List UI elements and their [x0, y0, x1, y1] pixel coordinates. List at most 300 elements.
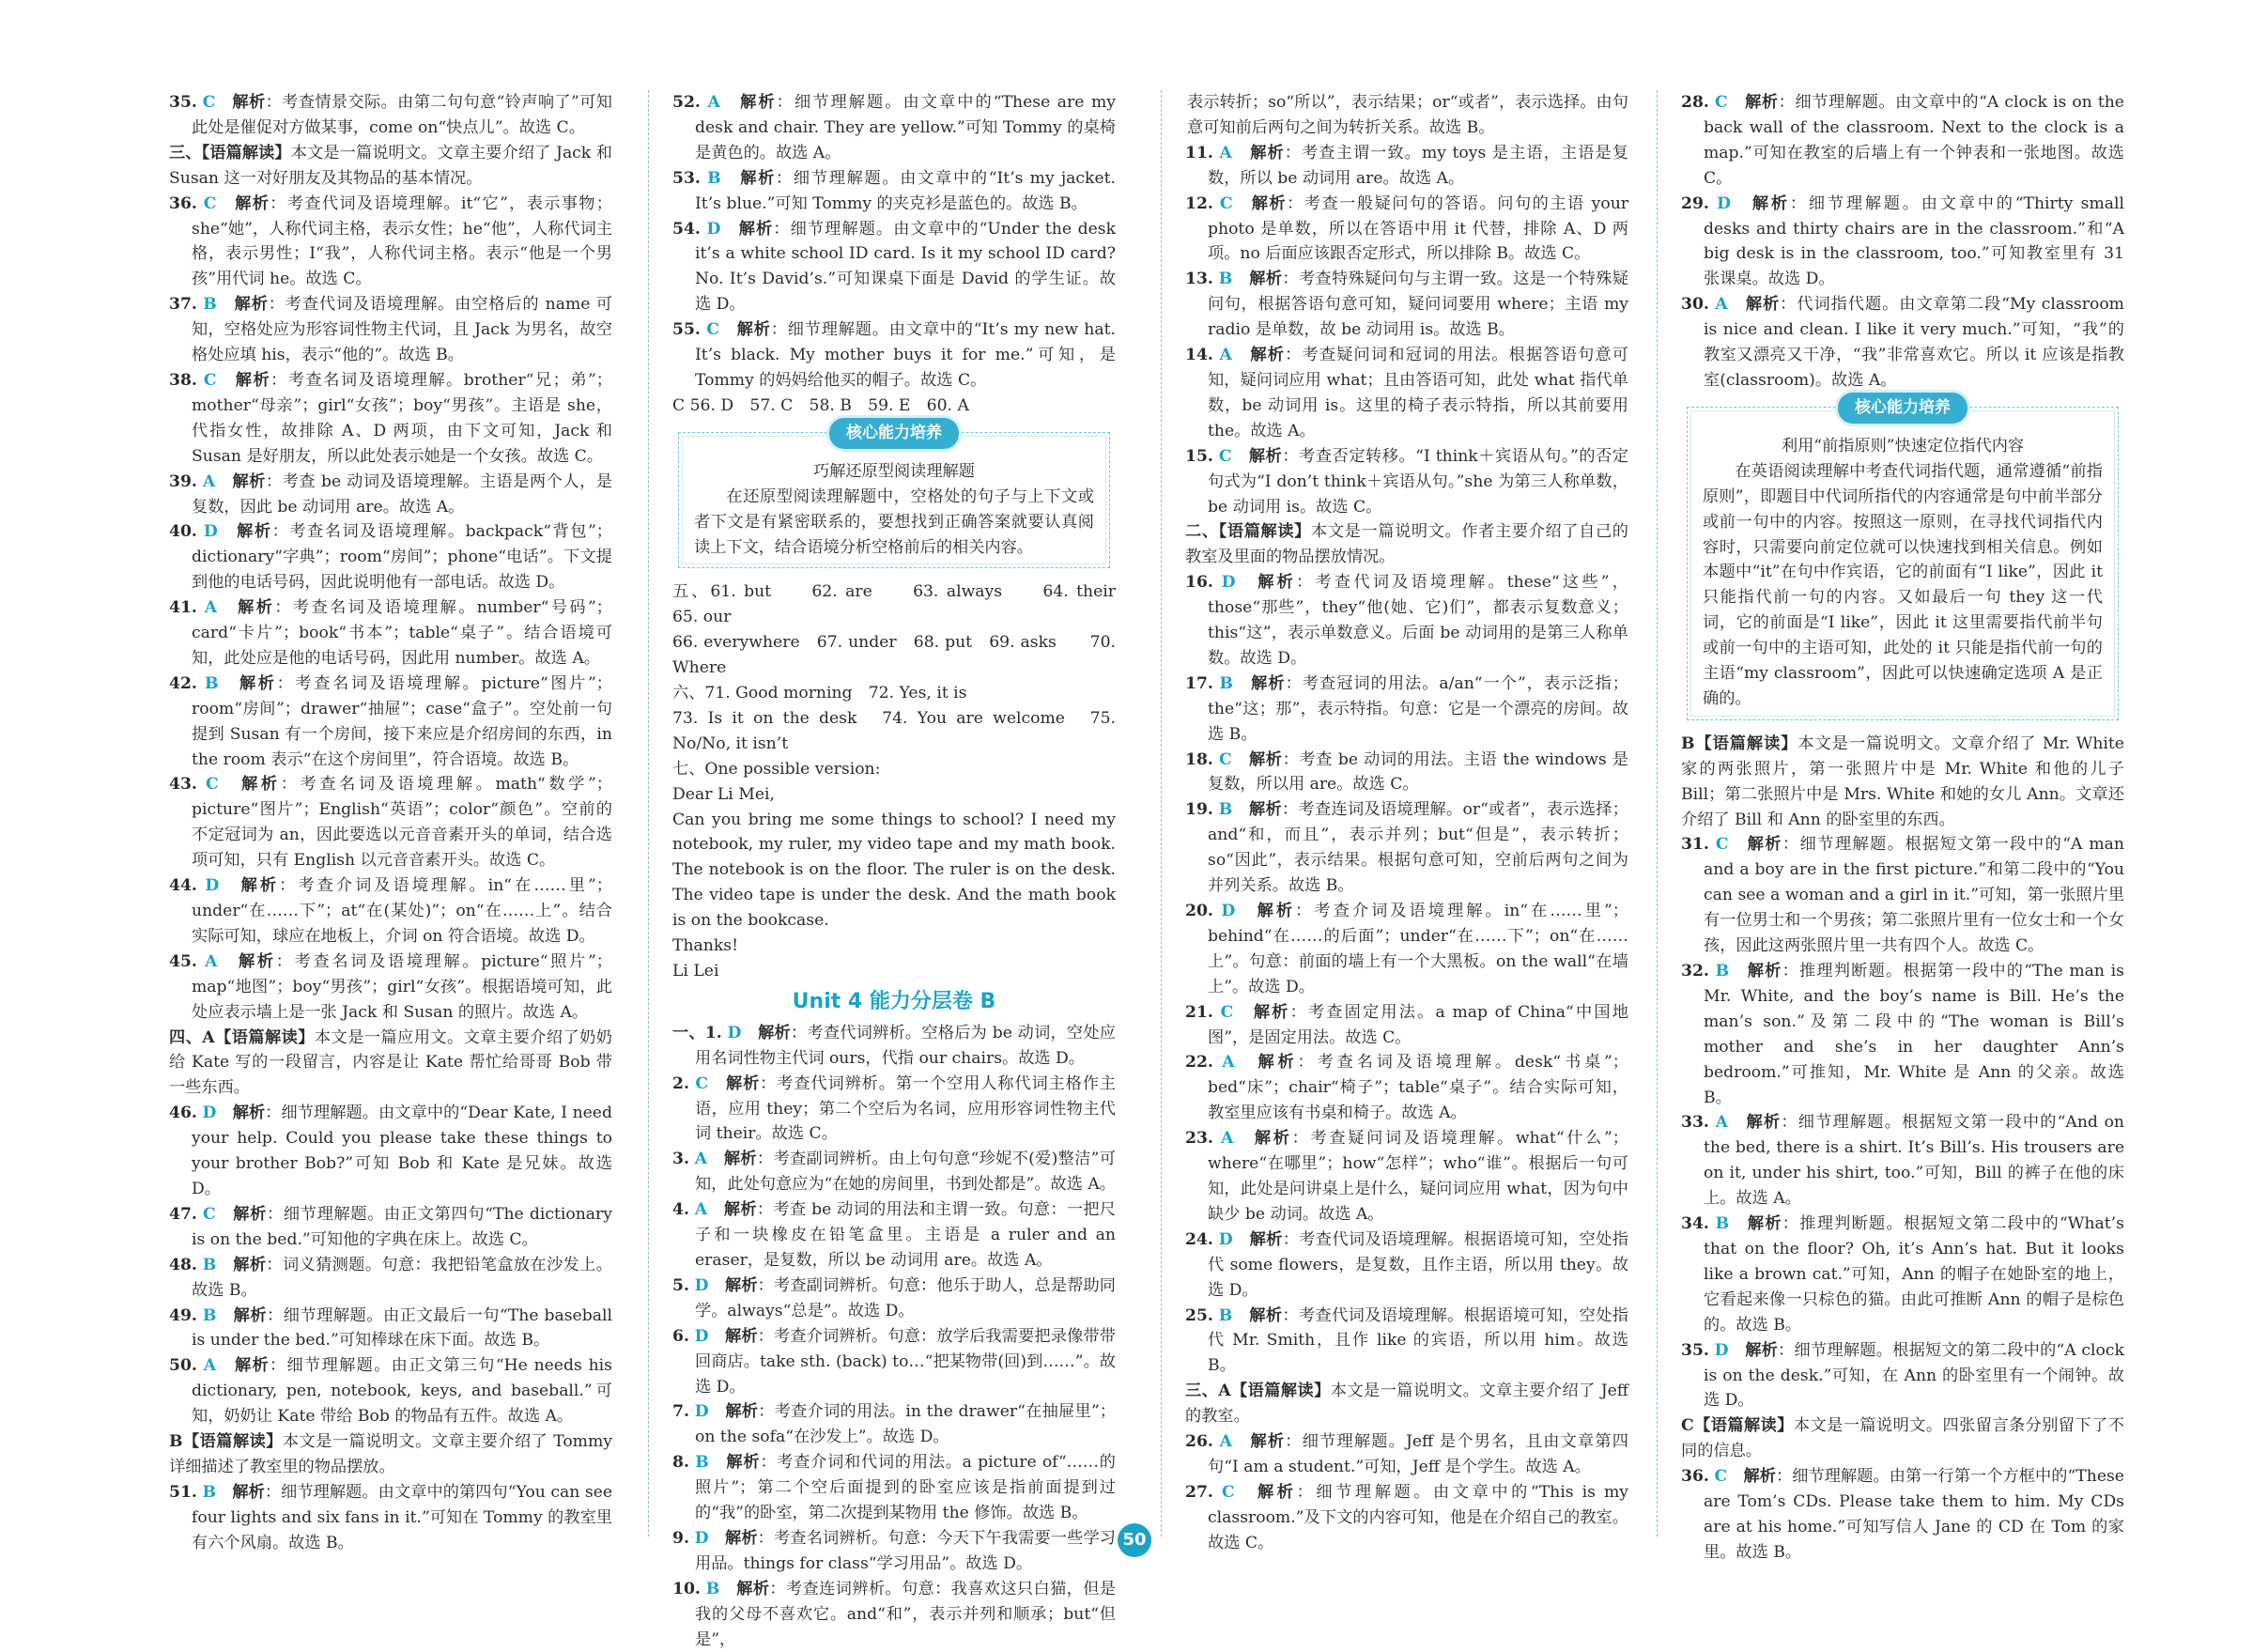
item-number: 5. — [672, 1275, 689, 1295]
answer-letter: C — [1219, 193, 1233, 213]
answer-item: 43. C 解析：考查名词及语境理解。math“数学”；picture“图片”；English“英语”；color“颜色”。空前的不定冠词为 an，因此要选以元音音素开头的单词，结合选项可知，只有 English 以元音音素开头。故选 C。 — [169, 775, 612, 871]
answer-item: 29. D 解析：细节理解题。由文章中的“Thirty small desks and thirty chairs are in the classroom.”和“A big desk is in the classroom, too.”可知教室里有 31 张课桌。故选 D。 — [1681, 193, 2124, 289]
answer-item: 53. B 解析：细节理解题。由文章中的“It’s my jacket. It’s blue.”可知 Tommy 的夹克衫是蓝色的。故选 B。 — [672, 168, 1116, 213]
answer-item: 32. B 解析：推理判断题。根据第一段中的“The man is Mr. White, and the boy’s name is Bill. He’s the man’s son.”及第二段中的“The woman is Bill’s mother and she’s in her daughter Ann’s bedroom.”可推知，Mr. White 是 Ann 的父亲。故选 B。 — [1681, 962, 2124, 1107]
answer-letter: C — [203, 1204, 216, 1224]
item-number: 41. — [169, 598, 197, 618]
answer-letter: D — [205, 876, 220, 896]
answer-letter: C — [695, 1073, 708, 1093]
analysis-text: 考查介词的用法。in the drawer“在抽屉里”；on the sofa“在沙发上”。故选 D。 — [695, 1402, 1116, 1447]
answer-letter: C — [1218, 749, 1232, 769]
item-number: 8. — [672, 1453, 689, 1473]
answer-letter: A — [1221, 1129, 1234, 1149]
analysis-text: 细节理解题。由第一行第一个方框中的“These are Tom’s CDs. Please take them to him. My CDs are at his home.”可知写信人 Jane 的 CD 在 Tom 的家里。故选 B。 — [1704, 1467, 2124, 1562]
unit-title: Unit 4 能力分层卷 B — [792, 989, 996, 1013]
answer-line-c: C 56. D 57. C 58. B 59. E 60. A — [672, 395, 969, 415]
analysis-text: 考查特殊疑问句与主谓一致。这是一个特殊疑问句，根据答语句意可知，疑问词要用 where；主语 my radio 是单数，故 be 动词用 is。故选 B。 — [1208, 270, 1628, 340]
item-number: 32. — [1681, 962, 1709, 980]
answer-letter: B — [1218, 270, 1233, 289]
analysis-label: 解析 — [1747, 835, 1782, 855]
item-number: 36. — [1681, 1467, 1709, 1487]
answer-letter: C — [706, 320, 719, 340]
analysis-text: 考查连词及语境理解。or“或者”，表示选择；and“和，而且”，表示并列；but“但是”，表示转折；so“因此”，表示结果。根据句意可知，空前后两句之间为并列关系。故选 B。 — [1208, 800, 1628, 896]
analysis-text: 考查一般疑问句的答语。问句的主语 your photo 是单数，所以在答语中用 it 代替，排除 A、D 两项。no 后面应该跟否定形式，所以排除 B。故选 C。 — [1208, 193, 1628, 264]
letter-thanks: Thanks! — [672, 936, 738, 956]
answer-item: 54. D 解析：细节理解题。由文章中的“Under the desk it’s a white school ID card. Is it my school ID card? No. It’s David’s.”可知课桌下面是 David 的学生证。故选 D。 — [672, 219, 1116, 315]
answer-letter: A — [707, 93, 720, 112]
answer-letter: D — [1717, 193, 1732, 213]
reading-tag: 【语篇解读】 — [1694, 733, 1798, 753]
analysis-text: 考查 be 动词的用法和主谓一致。句意：一把尺子和一块橡皮在铅笔盒里。主语是 a ruler and an eraser，是复数，所以 be 动词用 are。故选 A。 — [695, 1200, 1116, 1270]
analysis-label: 解析 — [726, 1453, 761, 1473]
answer-item: 31. C 解析：细节理解题。根据短文第一段中的“A man and a boy are in the first picture.”和第二段中的“You can see a woman and a girl in it.”可知，第一张照片里有一位男士和一个男孩；第二张照片里有一位女士和一个女孩，因此这两张照片里一共有四个人。故选 C。 — [1681, 835, 2124, 956]
section-number: B — [1681, 733, 1695, 753]
analysis-label: 解析 — [232, 1104, 266, 1123]
item-number: 53. — [672, 168, 701, 188]
answer-letter: A — [694, 1150, 708, 1169]
item-number: 12. — [1185, 193, 1213, 213]
analysis-text: 细节理解题。由文章中的“It’s my new hat. It’s black. My mother buys it for me.”可知，是 Tommy 的妈妈给他买的帽子。故选 C。 — [695, 320, 1116, 390]
answer-item: 27. C 解析：细节理解题。由文章中的“This is my classroom.”及下文的内容可知，他是在介绍自己的教室。故选 C。 — [1185, 1482, 1628, 1552]
analysis-text: 细节理解题。由文章中的“These are my desk and chair. They are yellow.”可知 Tommy 的桌椅是黄色的。故选 A。 — [695, 93, 1116, 162]
answer-item: 20. D 解析：考查介词及语境理解。in“在……里”；behind“在……的后面”；under“在……下”；on“在……上”。句意：前面的墙上有一个大黑板。on the wall“在墙上”。故选 D。 — [1185, 902, 1628, 996]
answer-item: 28. C 解析：细节理解题。由文章中的“A clock is on the back wall of the classroom. Next to the clock is a map.”可知在教室的后墙上有一个钟表和一张地图。故选 C。 — [1681, 93, 2124, 188]
analysis-text: 考查疑问词及语境理解。what“什么”；where“在哪里”；how“怎样”；who“谁”。根据后一句可知，此处是问讲桌上是什么，疑问词应用 what，因为句中缺少 be 动词。故选 A。 — [1208, 1129, 1628, 1224]
answer-letter: C — [1715, 835, 1729, 855]
analysis-label: 解析 — [1249, 1305, 1283, 1325]
answer-continuation: 表示转折；so“所以”，表示结果；or“或者”，表示选择。由句意可知前后两句之间为转折关系。故选 B。 — [1187, 93, 1628, 137]
item-number: 52. — [672, 93, 701, 112]
analysis-text: 代词指代题。由文章第二段“My classroom is nice and clean. I like it very much.”可知，“我”的教室又漂亮又干净，“我”非常喜欢它。所以 it 应该是指教室(classroom)。故选 A。 — [1704, 295, 2124, 390]
analysis-label: 解析 — [725, 1402, 759, 1422]
answer-letter: D — [202, 1104, 217, 1123]
analysis-text: 考查代词及语境理解。it“它”，表示事物；she“她”，人称代词主格，表示女性；he“他”，人称代词主格，表示男性；I“我”，人称代词主格。表示“他是一个男孩”用代词 he。故选 C。 — [192, 193, 612, 289]
core-ability-badge: 核心能力培养 — [1838, 393, 1967, 424]
item-number: 28. — [1681, 93, 1709, 112]
answer-item: 26. A 解析：细节理解题。Jeff 是个男名，且由文章第四句“I am a student.”可知，Jeff 是个学生。故选 A。 — [1185, 1432, 1628, 1476]
answer-item: 45. A 解析：考查名词及语境理解。picture“照片”；map“地图”；boy“男孩”；girl“女孩”。根据语境可知，此处应表示墙上是一张 Jack 和 Susan 的照片。故选 A。 — [169, 951, 612, 1022]
section-text: 本文是一篇说明文。文章介绍了 Mr. White 家的两张照片，第一张照片中是 Mr. White 和他的儿子 Bill；第二张照片中是 Mrs. White 和她的女儿 Ann。文章还介绍了 Bill 和 Ann 的卧室里的东西。 — [1681, 733, 2124, 829]
answer-letter: B — [707, 168, 721, 188]
item-number: 35. — [169, 93, 197, 112]
letter-greeting: Dear Li Mei, — [672, 784, 775, 804]
reading-tag: 【语篇解读】 — [1230, 1382, 1331, 1401]
answer-item: 55. C 解析：细节理解题。由文章中的“It’s my new hat. It’s black. My mother buys it for me.”可知，是 Tommy 的妈妈给他买的帽子。故选 C。 — [672, 320, 1116, 390]
analysis-label: 解析 — [1747, 962, 1782, 980]
answer-item: 24. D 解析：考查代词及语境理解。根据语境可知，空处指代 some flowers，是复数，且作主语，所以用 they。故选 D。 — [1185, 1229, 1628, 1300]
section-intro — [1185, 1379, 1628, 1429]
analysis-label: 解析 — [1745, 93, 1779, 112]
answer-item: 25. B 解析：考查代词及语境理解。根据语境可知，空处指代 Mr. Smith，且作 like 的宾语，所以用 him。故选 B。 — [1185, 1305, 1628, 1376]
item-number: 16. — [1185, 573, 1213, 593]
analysis-text: 细节理解题。由正文第四句“The dictionary is on the bed.”可知他的字典在床上。故选 C。 — [192, 1204, 612, 1249]
section-text: 本文是一篇说明文。文章主要介绍了 Jack 和 Susan 这一对好朋友及其物品的基本情况。 — [169, 143, 612, 188]
item-number: 6. — [672, 1326, 689, 1346]
answer-letter: B — [1219, 673, 1233, 693]
answer-item: 37. B 解析：考查代词及语境理解。由空格后的 name 可知，空格处应为形容词性物主代词，且 Jack 为男名，故空格处应填 his，表示“他的”。故选 B。 — [169, 295, 612, 365]
answer-item: 7. D 解析：考查介词的用法。in the drawer“在抽屉里”；on the sofa“在沙发上”。故选 D。 — [672, 1402, 1116, 1447]
answer-letter: D — [706, 219, 721, 239]
analysis-label: 解析 — [738, 219, 774, 239]
core-ability-box-2 — [1687, 397, 2119, 720]
answer-item: 44. D 解析：考查介词及语境理解。in“在……里”；under“在……下”；at“在(某处)”；on“在……上”。结合实际可知，球应在地板上，介词 on 符合语境。故选 D。 — [169, 876, 612, 946]
analysis-label: 解析 — [1251, 673, 1286, 693]
answer-line: 66. everywhere 67. under 68. put 69. asks 70. Where — [672, 633, 1116, 678]
section-intro — [1681, 732, 2124, 833]
analysis-label: 解析 — [1746, 1113, 1782, 1133]
answer-letter: D — [1218, 1229, 1233, 1249]
answer-letter: A — [203, 1356, 217, 1376]
analysis-text: 考查介词及语境理解。in“在……里”；behind“在……的后面”；under“在……下”；on“在……上”。句意：前面的墙上有一个大黑板。on the wall“在墙上”。故选 D。 — [1208, 902, 1628, 996]
answer-item: 13. B 解析：考查特殊疑问句与主谓一致。这是一个特殊疑问句，根据答语句意可知，疑问词要用 where；主语 my radio 是单数，故 be 动词用 is。故选 B。 — [1185, 270, 1628, 340]
answer-letter: A — [1219, 346, 1232, 365]
item-number: 42. — [169, 673, 197, 693]
answer-letter: D — [727, 1023, 742, 1042]
tip-title: 利用“前指原则”快速定位指代内容 — [1781, 436, 2025, 455]
analysis-label: 解析 — [1251, 193, 1288, 213]
item-number: 33. — [1681, 1113, 1709, 1133]
item-number: 50. — [169, 1356, 197, 1376]
analysis-text: 考查名词及语境理解。backpack“背包”；dictionary“字典”；room“房间”；phone“电话”。下文提到他的电话号码，因此说明他有一部电话。故选 D。 — [192, 522, 612, 593]
item-number: 26. — [1185, 1432, 1213, 1452]
section-five-answers — [672, 579, 1149, 781]
answer-item: 21. C 解析：考查固定用法。a map of China“中国地图”，是固定用法。故选 C。 — [1185, 1002, 1628, 1047]
analysis-label: 解析 — [1257, 1482, 1297, 1502]
answer-letter: C — [203, 370, 217, 390]
answer-item: 8. B 解析：考查介词和代词的用法。a picture of“……的照片”；第二个空后面提到的卧室应该是指前面提到过的“我”的卧室，第二次提到某物用 the 修饰。故选 B。 — [672, 1453, 1116, 1523]
item-number: 36. — [169, 193, 197, 213]
answer-letter: B — [202, 1255, 217, 1274]
analysis-label: 解析 — [235, 370, 271, 390]
analysis-text: 考查名词及语境理解。brother“兄；弟”；mother“母亲”；girl“女孩”；boy“男孩”。主语是 she，代指女性，故排除 A、D 两项，由下文可知，Jack 和 Susan 是好朋友，所以此处表示她是一个女孩。故选 C。 — [192, 370, 612, 466]
analysis-label: 解析 — [239, 673, 277, 693]
column-2-items-a — [672, 90, 1116, 394]
analysis-label: 解析 — [1249, 800, 1283, 820]
answer-letter: A — [204, 598, 218, 618]
answer-item: 52. A 解析：细节理解题。由文章中的“These are my desk and chair. They are yellow.”可知 Tommy 的桌椅是黄色的。故选 A。 — [672, 93, 1116, 162]
analysis-label: 解析 — [723, 1150, 757, 1169]
answer-item: 15. C 解析：考查否定转移。“I think＋宾语从句。”的否定句式为“I don’t think＋宾语从句。”she 为第三人称单数，be 动词用 is。故选 C。 — [1185, 446, 1628, 517]
analysis-label: 解析 — [725, 1073, 761, 1093]
item-number: 17. — [1185, 673, 1213, 693]
analysis-label: 解析 — [758, 1023, 791, 1042]
analysis-text: 考查冠词的用法。a/an“一个”，表示泛指；the“这；那”，表示特指。句意：它是一个漂亮的房间。故选 B。 — [1208, 673, 1628, 744]
section-text: 本文是一篇说明文。文章主要介绍了 Tommy 详细描述了教室里的物品摆放。 — [169, 1432, 612, 1476]
item-number: 一、1. — [672, 1023, 722, 1042]
answer-letter: A — [1219, 143, 1232, 162]
column-3 — [1185, 90, 1628, 1556]
answer-item: 19. B 解析：考查连词及语境理解。or“或者”，表示选择；and“和，而且”，表示并列；but“但是”，表示转折；so“因此”，表示结果。根据句意可知，空前后两句之间为并列关系。故选 B。 — [1185, 800, 1628, 896]
section-number: 三、 — [169, 143, 202, 162]
answer-item: 48. B 解析：词义猜测题。句意：我把铅笔盒放在沙发上。故选 B。 — [169, 1255, 612, 1300]
analysis-label: 解析 — [234, 295, 269, 315]
reading-tag: 【语篇解读】 — [214, 1027, 315, 1047]
analysis-label: 解析 — [238, 951, 276, 971]
item-number: 7. — [672, 1402, 689, 1422]
tip-title: 巧解还原型阅读理解题 — [813, 461, 975, 481]
analysis-label: 解析 — [233, 1255, 267, 1274]
analysis-text: 考查情景交际。由第二句句意“铃声响了”可知此处是催促对方做某事，come on“快点儿”。故选 C。 — [192, 93, 612, 137]
item-number: 29. — [1681, 193, 1709, 213]
answer-item: 38. C 解析：考查名词及语境理解。brother“兄；弟”；mother“母亲”；girl“女孩”；boy“男孩”。主语是 she，代指女性，故排除 A、D 两项，由下文可知，Jack 和 Susan 是好朋友，所以此处表示她是一个女孩。故选 C。 — [169, 370, 612, 466]
tip-body: 在英语阅读理解中考查代词指代题，通常遵循“前指原则”，即题目中代词所指代的内容通常是句中前半部分或前一句中的内容。按照这一原则，在寻找代词指代内容时，只需要向前定位就可以快速找到相关信息。例如本题中“it”在句中作宾语，它的前面有“I like”，因此 it 只能指代前一句的内容。又如最后一句 they 这一代词，它的前面是“I like”，因此 it 这里需要指代前半句或前一句中的主语可知，此处的 it 只能是指代前一句的主语“my classroom”，因此可以快速确定选项 A 是正确的。 — [1703, 461, 2103, 708]
answer-letter: B — [202, 1482, 216, 1502]
answer-letter: A — [1219, 1432, 1232, 1452]
analysis-text: 细节理解题。根据短文第一段中的“And on the bed, there is a shirt. It’s Bill’s. His trousers are on it, under his shirt, too.”可知，Bill 的裤子在他的床上。故选 A。 — [1704, 1113, 2124, 1209]
answer-letter: B — [695, 1453, 709, 1473]
analysis-label: 解析 — [235, 193, 270, 213]
item-number: 38. — [169, 370, 197, 390]
analysis-text: 考查副词辨析。句意：他乐于助人，总是帮助同学。always“总是”。故选 D。 — [695, 1275, 1116, 1320]
answer-item: 34. B 解析：推理判断题。根据短文第二段中的“What’s that on the floor? Oh, it’s Ann’s hat. But it looks like a brown cat.”可知，Ann 的帽子在她卧室的地上，它看起来像一只棕色的猫。由此可推断 Ann 的帽子是棕色的。故选 B。 — [1681, 1214, 2124, 1335]
item-number: 4. — [672, 1200, 689, 1220]
answer-item: 5. D 解析：考查副词辨析。句意：他乐于助人，总是帮助同学。always“总是”。故选 D。 — [672, 1275, 1116, 1320]
column-2-items-b — [672, 1021, 1116, 1652]
item-number: 44. — [169, 876, 197, 896]
analysis-text: 细节理解题。由文章中的“A clock is on the back wall of the classroom. Next to the clock is a map.”可知在教室的后墙上有一个钟表和一张地图。故选 C。 — [1704, 93, 2124, 188]
item-number: 48. — [169, 1255, 197, 1274]
analysis-label: 解析 — [736, 320, 771, 340]
answer-item: 47. C 解析：细节理解题。由正文第四句“The dictionary is on the bed.”可知他的字典在床上。故选 C。 — [169, 1204, 612, 1249]
answer-letter: B — [1218, 800, 1233, 820]
analysis-text: 推理判断题。根据第一段中的“The man is Mr. White, and the boy’s name is Bill. He’s the man’s son.”及第二段中的“The woman is Bill’s mother and she’s in her daughter Ann’s bedroom.”可推知，Mr. White 是 Ann 的父亲。故选 B。 — [1704, 962, 2124, 1107]
column-1-items — [169, 90, 612, 1556]
answer-item: 39. A 解析：考查 be 动词及语境理解。主语是两个人，是复数，因此 be 动词用 are。故选 A。 — [169, 471, 612, 517]
item-number: 13. — [1185, 270, 1213, 289]
answer-item: 35. D 解析：细节理解题。根据短文的第二段中的“A clock is on the desk.”可知，在 Ann 的卧室里有一个闹钟。故选 D。 — [1681, 1340, 2124, 1411]
column-divider — [1161, 90, 1162, 1536]
section-number: 三、A — [1185, 1382, 1231, 1401]
item-number: 39. — [169, 471, 197, 491]
item-number: 49. — [169, 1305, 197, 1325]
section-number: C — [1681, 1416, 1694, 1436]
analysis-label: 解析 — [1250, 1432, 1286, 1452]
item-number: 40. — [169, 522, 197, 542]
column-divider — [1657, 90, 1658, 1536]
item-number: 22. — [1185, 1053, 1213, 1073]
item-number: 25. — [1185, 1305, 1213, 1325]
analysis-label: 解析 — [740, 168, 777, 188]
answer-item: 30. A 解析：代词指代题。由文章第二段“My classroom is nice and clean. I like it very much.”可知，“我”的教室又漂亮又干净，“我”非常喜欢它。所以 it 应该是指教室(classroom)。故选 A。 — [1681, 295, 2124, 390]
analysis-text: 细节理解题。由文章中的第四句“You can see four lights and six fans in it.”可知在 Tommy 的教室里有六个风扇。故选 B。 — [192, 1482, 612, 1552]
analysis-label: 解析 — [238, 598, 275, 618]
section-text: 本文是一篇说明文。作者主要介绍了自己的教室及里面的物品摆放情况。 — [1185, 522, 1628, 567]
answer-item: 42. B 解析：考查名词及语境理解。picture“图片”；room“房间”；drawer“抽屉”；case“盒子”。空处前一句提到 Susan 有一个房间，接下来应是介绍房间的东西，in the room 表示“在这个房间里”，符合语境。故选 B。 — [169, 673, 612, 769]
analysis-label: 解析 — [724, 1275, 758, 1295]
item-number: 10. — [672, 1579, 701, 1598]
answer-letter: C — [1714, 1467, 1728, 1487]
section-intro — [169, 1429, 612, 1480]
analysis-label: 解析 — [1250, 346, 1286, 365]
analysis-text: 考查介词和代词的用法。a picture of“……的照片”；第二个空后面提到的卧室应该是指前面提到过的“我”的卧室，第二次提到某物用 the 修饰。故选 B。 — [695, 1453, 1116, 1523]
analysis-text: 细节理解题。根据短文的第二段中的“A clock is on the desk.”可知，在 Ann 的卧室里有一个闹钟。故选 D。 — [1704, 1340, 2124, 1411]
tip-body: 在还原型阅读理解题中，空格处的句子与上下文或者下文是有紧密联系的，要想找到正确答案就要认真阅读上下文，结合语境分析空格前后的相关内容。 — [694, 486, 1094, 557]
item-number: 2. — [672, 1073, 689, 1093]
analysis-text: 考查代词及语境理解。根据语境可知，空处指代 some flowers，是复数，且作主语，所以用 they。故选 D。 — [1208, 1229, 1628, 1300]
letter-body: Can you bring me some things to school? I need my notebook, my ruler, my video tape and my math book. The notebook is on the floor. The ruler is on the desk. The video tape is under the desk. And the math book is on the bookcase. — [672, 810, 1116, 931]
answer-letter: D — [1221, 573, 1236, 593]
answer-line: 七、One possible version: — [672, 759, 881, 779]
analysis-text: 考查代词及语境理解。these“这些”，those“那些”，they“他(她、它)们”，都表示复数意义；this“这”，表示单数意义。后面 be 动词用的是第三人称单数。故选 D。 — [1208, 573, 1628, 668]
analysis-label: 解析 — [241, 775, 281, 795]
item-number: 11. — [1185, 143, 1213, 162]
answer-item: 36. C 解析：考查代词及语境理解。it“它”，表示事物；she“她”，人称代词主格，表示女性；he“他”，人称代词主格，表示男性；I“我”，人称代词主格。表示“他是一个男孩”用代词 he。故选 C。 — [169, 193, 612, 289]
answer-letter: A — [202, 471, 216, 491]
analysis-text: 细节理解题。由文章中的“It’s my jacket. It’s blue.”可知 Tommy 的夹克衫是蓝色的。故选 B。 — [695, 168, 1116, 213]
page-number: 50 — [1118, 1523, 1151, 1557]
core-ability-box-1 — [678, 423, 1110, 569]
column-divider — [648, 90, 649, 1536]
analysis-label: 解析 — [1745, 295, 1781, 315]
item-number: 47. — [169, 1204, 197, 1224]
answer-item: 10. B 解析：考查连词辨析。句意：我喜欢这只白猫，但是我的父母不喜欢它。and“和”，表示并列和顺承；but“但是”， — [672, 1579, 1116, 1649]
analysis-label: 解析 — [1249, 270, 1283, 289]
answer-item: 51. B 解析：细节理解题。由文章中的第四句“You can see four lights and six fans in it.”可知在 Tommy 的教室里有六个风扇。故选 B。 — [169, 1482, 612, 1552]
item-number: 18. — [1185, 749, 1213, 769]
analysis-text: 考查名词及语境理解。number“号码”；card“卡片”；book“书本”；table“桌子”。结合语境可知，此处应是他的电话号码，因此用 number。故选 A。 — [192, 598, 612, 668]
item-number: 54. — [672, 219, 701, 239]
analysis-text: 考查名词辨析。句意：今天下午我需要一些学习用品。things for class“学习用品”。故选 D。 — [695, 1528, 1116, 1573]
analysis-text: 考查代词辨析。第一个空用人称代词主格作主语，应用 they；第二个空后为名词，应用形容词性物主代词 their。故选 C。 — [695, 1073, 1116, 1144]
answer-item: 49. B 解析：细节理解题。由正文最后一句“The baseball is under the bed.”可知棒球在床下面。故选 B。 — [169, 1305, 612, 1351]
answer-item: 14. A 解析：考查疑问词和冠词的用法。根据答语句意可知，疑问词应用 what；且由答语可知，此处 what 指代单数，be 动词用 is。这里的椅子表示特指，所以其前要用 the。故选 A。 — [1185, 346, 1628, 440]
item-number: 24. — [1185, 1229, 1213, 1249]
answer-item: 6. D 解析：考查介词辨析。句意：放学后我需要把录像带带回商店。take sth. (back) to…“把某物带(回)到……”。故选 D。 — [672, 1326, 1116, 1397]
analysis-label: 解析 — [1253, 1002, 1290, 1022]
answer-letter: C — [1220, 1002, 1234, 1022]
item-number: 31. — [1681, 835, 1709, 855]
column-4 — [1681, 90, 2124, 1566]
answer-letter: C — [202, 93, 216, 112]
analysis-text: 考查介词辨析。句意：放学后我需要把录像带带回商店。take sth. (back) to…“把某物带(回)到……”。故选 D。 — [695, 1326, 1116, 1397]
answer-item: 一、1. D 解析：考查代词辨析。空格后为 be 动词，空处应用名词性物主代词 ours，代指 our chairs。故选 D。 — [672, 1023, 1116, 1068]
item-number: 30. — [1681, 295, 1709, 315]
answer-letter: B — [205, 673, 219, 693]
column-3-items — [1185, 90, 1628, 1556]
answer-letter: B — [705, 1579, 720, 1598]
item-number: 51. — [169, 1482, 197, 1502]
analysis-text: 细节理解题。由正文第三句“He needs his dictionary, pen, notebook, keys, and baseball.”可知，奶奶让 Kate 带给 Bob 的物品有五件。故选 A。 — [192, 1356, 612, 1427]
answer-letter: B — [1715, 1214, 1730, 1234]
item-number: 37. — [169, 295, 197, 315]
analysis-label: 解析 — [1257, 573, 1297, 593]
item-number: 9. — [672, 1528, 689, 1548]
analysis-label: 解析 — [1257, 902, 1296, 920]
answer-item: 16. D 解析：考查代词及语境理解。these“这些”，those“那些”，they“他(她、它)们”，都表示复数意义；this“这”，表示单数意义。后面 be 动词用的是第三人称单数。故选 D。 — [1185, 573, 1628, 668]
analysis-text: 词义猜测题。句意：我把铅笔盒放在沙发上。故选 B。 — [192, 1255, 612, 1300]
answer-item: 35. C 解析：考查情景交际。由第二句句意“铃声响了”可知此处是催促对方做某事，come on“快点儿”。故选 C。 — [169, 93, 612, 137]
answer-item: 11. A 解析：考查主谓一致。my toys 是主语，主语是复数，所以 be 动词用 are。故选 A。 — [1185, 143, 1628, 188]
answer-item: 9. D 解析：考查名词辨析。句意：今天下午我需要一些学习用品。things for class“学习用品”。故选 D。 — [672, 1528, 1116, 1573]
analysis-text: 考查代词辨析。空格后为 be 动词，空处应用名词性物主代词 ours，代指 our chairs。故选 D。 — [695, 1023, 1116, 1068]
answer-item: 4. A 解析：考查 be 动词的用法和主谓一致。句意：一把尺子和一块橡皮在铅笔盒里。主语是 a ruler and an eraser，是复数，所以 be 动词用 are。故选 A。 — [672, 1200, 1116, 1270]
answer-letter: C — [1218, 446, 1232, 466]
analysis-text: 考查连词辨析。句意：我喜欢这只白猫，但是我的父母不喜欢它。and“和”，表示并列和顺承；but“但是”， — [695, 1579, 1116, 1649]
item-number: 20. — [1185, 902, 1213, 920]
section-text: 本文是一篇应用文。文章主要介绍了奶奶给 Kate 写的一段留言，内容是让 Kate 帮忙给哥哥 Bob 带一些东西。 — [169, 1027, 612, 1098]
analysis-text: 细节理解题。根据短文第一段中的“A man and a boy are in the first picture.”和第二段中的“You can see a woman and a girl in it.”可知，第一张照片里有一位男士和一个男孩；第二张照片里有一位女士和一个女孩，因此这两张照片里一共有四个人。故选 C。 — [1704, 835, 2124, 956]
analysis-label: 解析 — [233, 1204, 268, 1224]
section-intro — [169, 141, 612, 192]
answer-letter: A — [1715, 1113, 1728, 1133]
section-text: 本文是一篇说明文。四张留言条分别留下了不同的信息。 — [1681, 1416, 2124, 1461]
analysis-text: 考查代词及语境理解。由空格后的 name 可知，空格处应为形容词性物主代词，且 Jack 为男名，故空格处应填 his，表示“他的”。故选 B。 — [192, 295, 612, 365]
item-number: 45. — [169, 951, 197, 971]
item-number: 15. — [1185, 446, 1213, 466]
analysis-label: 解析 — [233, 1305, 268, 1325]
analysis-text: 考查副词辨析。由上句句意“珍妮不(爱)整洁”可知，此处句意应为“在她的房间里，书到处都是”。故选 A。 — [695, 1150, 1116, 1195]
answer-letter: D — [203, 522, 218, 542]
answer-item: 41. A 解析：考查名词及语境理解。number“号码”；card“卡片”；book“书本”；table“桌子”。结合语境可知，此处应是他的电话号码，因此用 number。故选 A。 — [169, 598, 612, 668]
analysis-label: 解析 — [232, 93, 266, 112]
answer-item: 23. A 解析：考查疑问词及语境理解。what“什么”；where“在哪里”；how“怎样”；who“谁”。根据后一句可知，此处是问讲桌上是什么，疑问词应用 what，因为句中缺少 be 动词。故选 A。 — [1185, 1129, 1628, 1224]
reading-tag: 【语篇解读】 — [201, 143, 291, 162]
answer-item: 12. C 解析：考查一般疑问句的答语。问句的主语 your photo 是单数，所以在答语中用 it 代替，排除 A、D 两项。no 后面应该跟否定形式，所以排除 B。故选 C。 — [1185, 193, 1628, 264]
analysis-label: 解析 — [1249, 1229, 1283, 1249]
analysis-text: 考查名词及语境理解。picture“图片”；room“房间”；drawer“抽屉”；case“盒子”。空处前一句提到 Susan 有一个房间，接下来应是介绍房间的东西，in the room 表示“在这个房间里”，符合语境。故选 B。 — [192, 673, 612, 769]
item-number: 14. — [1185, 346, 1213, 365]
analysis-label: 解析 — [724, 1528, 758, 1548]
analysis-label: 解析 — [1254, 1129, 1292, 1149]
answer-letter: B — [203, 295, 217, 315]
answer-item: 3. A 解析：考查副词辨析。由上句句意“珍妮不(爱)整洁”可知，此处句意应为“在她的房间里，书到处都是”。故选 A。 — [672, 1150, 1116, 1195]
analysis-text: 细节理解题。由文章中的“Dear Kate, I need your help. Could you please take these things to your brother Bob?”可知 Bob 和 Kate 是兄妹。故选 D。 — [192, 1104, 612, 1198]
reading-tag: 【语篇解读】 — [182, 1432, 283, 1452]
section-number: 二、 — [1185, 522, 1219, 542]
item-number: 19. — [1185, 800, 1213, 820]
analysis-text: 考查疑问词和冠词的用法。根据答语句意可知，疑问词应用 what；且由答语可知，此处 what 指代单数，be 动词用 is。这里的椅子表示特指，所以其前要用 the。故选 A。 — [1208, 346, 1628, 440]
item-number: 55. — [672, 320, 701, 340]
analysis-label: 解析 — [232, 1482, 265, 1502]
analysis-label: 解析 — [1743, 1467, 1776, 1487]
section-number: 四、A — [169, 1027, 215, 1047]
item-number: 23. — [1185, 1129, 1213, 1149]
answer-item: 22. A 解析：考查名词及语境理解。desk“书桌”；bed“床”；chair“椅子”；table“桌子”。结合实际可知，教室里应该有书桌和椅子。故选 A。 — [1185, 1053, 1628, 1123]
answer-line: 五、61. but 62. are 63. always 64. their 65. our — [672, 582, 1149, 627]
answer-letter: B — [202, 1305, 217, 1325]
answer-letter: C — [1221, 1482, 1235, 1502]
answer-letter: A — [205, 951, 218, 971]
item-number: 43. — [169, 775, 197, 795]
item-number: 21. — [1185, 1002, 1213, 1022]
section-intro — [1681, 1413, 2124, 1464]
analysis-label: 解析 — [723, 1200, 757, 1220]
core-ability-badge: 核心能力培养 — [829, 418, 959, 449]
answer-letter: C — [1714, 93, 1728, 112]
answer-letter: D — [1714, 1340, 1729, 1360]
reading-tag: 【语篇解读】 — [1218, 522, 1311, 542]
analysis-text: 考查介词及语境理解。in“在……里”；under“在……下”；at“在(某处)”；on“在……上”。结合实际可知，球应在地板上，介词 on 符合语境。故选 D。 — [192, 876, 612, 946]
analysis-text: 细节理解题。由文章中的“This is my classroom.”及下文的内容可知，他是在介绍自己的教室。故选 C。 — [1208, 1482, 1628, 1552]
item-number: 27. — [1185, 1482, 1213, 1502]
analysis-label: 解析 — [724, 1326, 758, 1346]
analysis-text: 细节理解题。由文章中的“Thirty small desks and thirty chairs are in the classroom.”和“A big desk is in the classroom, too.”可知教室里有 31 张课桌。故选 D。 — [1704, 193, 2124, 289]
analysis-label: 解析 — [740, 93, 777, 112]
answer-letter: D — [694, 1275, 709, 1295]
analysis-label: 解析 — [1747, 1214, 1782, 1234]
analysis-text: 考查名词及语境理解。picture“照片”；map“地图”；boy“男孩”；girl“女孩”。根据语境可知，此处应表示墙上是一张 Jack 和 Susan 的照片。故选 A。 — [192, 951, 612, 1022]
section-intro — [169, 1026, 612, 1102]
analysis-label: 解析 — [232, 471, 266, 491]
column-1 — [169, 90, 612, 1556]
analysis-text: 考查名词及语境理解。desk“书桌”；bed“床”；chair“椅子”；table“桌子”。结合实际可知，教室里应该有书桌和椅子。故选 A。 — [1208, 1053, 1628, 1123]
answer-item: 40. D 解析：考查名词及语境理解。backpack“背包”；dictionary“字典”；room“房间”；phone“电话”。下文提到他的电话号码，因此说明他有一部电话。故选 D。 — [169, 522, 612, 593]
letter-signature: Li Lei — [672, 962, 719, 980]
analysis-label: 解析 — [240, 876, 280, 896]
answer-letter: B — [1218, 1305, 1233, 1325]
analysis-label: 解析 — [1250, 143, 1285, 162]
item-number: 34. — [1681, 1214, 1709, 1234]
